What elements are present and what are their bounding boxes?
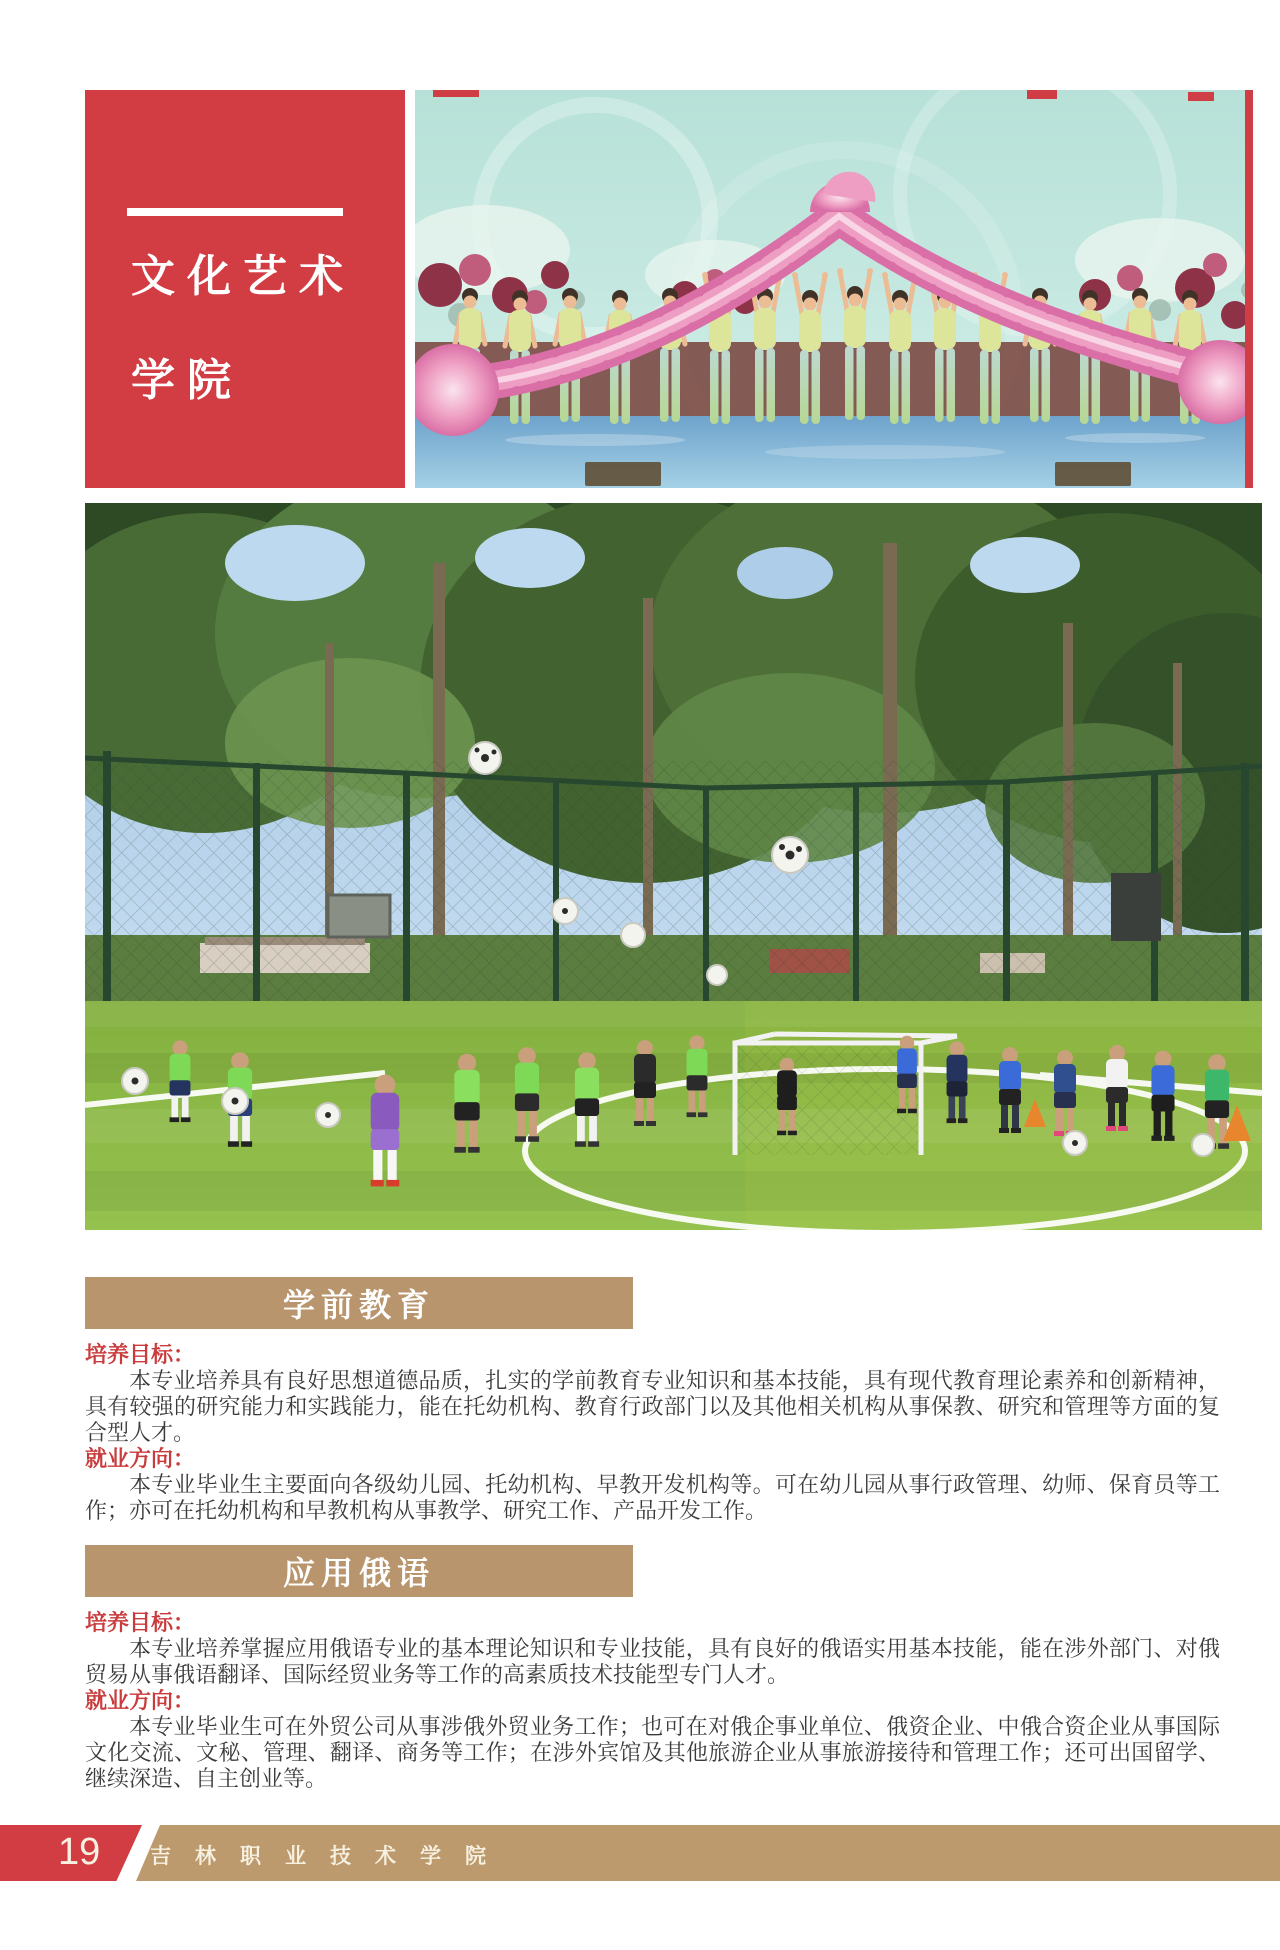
fence-sign: [328, 895, 390, 937]
banner-accent-line: [127, 208, 343, 216]
major-title-bar: [85, 1545, 633, 1597]
school-name: 吉林职业技术学院: [150, 1845, 510, 1868]
objective-text: 本专业培养掌握应用俄语专业的基本理论知识和专业技能，具有良好的俄语实用基本技能，能在涉外部门、对俄贸易从事俄语翻译、国际经贸业务等工作的高素质技术技能型专门人才。: [85, 1636, 1220, 1687]
major-title-bar: [85, 1277, 633, 1329]
career-text: 本专业毕业生可在外贸公司从事涉俄外贸业务工作；也可在对俄企事业单位、俄资企业、中俄合资企业从事国际文化交流、文秘、管理、翻译、商务等工作；在涉外宾馆及其他旅游企业从事旅游接待和管理工作；还可出国留学、继续深造、自主创业等。: [85, 1714, 1220, 1791]
major-body: [85, 1342, 1220, 1524]
college-name-line1: 文化艺术: [131, 252, 355, 301]
major-section-applied-russian: [85, 1545, 1220, 1792]
page-footer: [0, 1825, 1280, 1881]
career-label: 就业方向：: [85, 1446, 196, 1471]
soccer-photo-illustration: [85, 503, 1262, 1230]
soccer-training-photo: [85, 503, 1262, 1230]
career-label: 就业方向：: [85, 1688, 196, 1713]
career-text: 本专业毕业生主要面向各级幼儿园、托幼机构、早教开发机构等。可在幼儿园从事行政管理、幼师、保育员等工作；亦可在托幼机构和早教机构从事教学、研究工作、产品开发工作。: [85, 1472, 1220, 1523]
turf-field: [85, 1001, 1262, 1230]
dance-performance-photo: [415, 90, 1253, 488]
fence-board: [1111, 873, 1161, 941]
objective-text: 本专业培养具有良好思想道德品质，扎实的学前教育专业知识和基本技能，具有现代教育理论素养和创新精神，具有较强的研究能力和实践能力，能在托幼机构、教育行政部门以及其他相关机构从事保教、研究和管理等方面的复合型人才。: [85, 1368, 1220, 1445]
major-title: 学前教育: [282, 1287, 435, 1323]
college-banner: [85, 90, 405, 488]
objective-label: 培养目标：: [85, 1610, 196, 1635]
objective-label: 培养目标：: [85, 1342, 196, 1367]
page-number: 19: [58, 1831, 101, 1873]
college-name-line2: 学院: [131, 356, 243, 405]
dance-photo-illustration: [415, 90, 1253, 488]
major-body: [85, 1610, 1220, 1792]
major-title: 应用俄语: [282, 1555, 435, 1591]
major-section-preschool-education: [85, 1277, 1220, 1524]
